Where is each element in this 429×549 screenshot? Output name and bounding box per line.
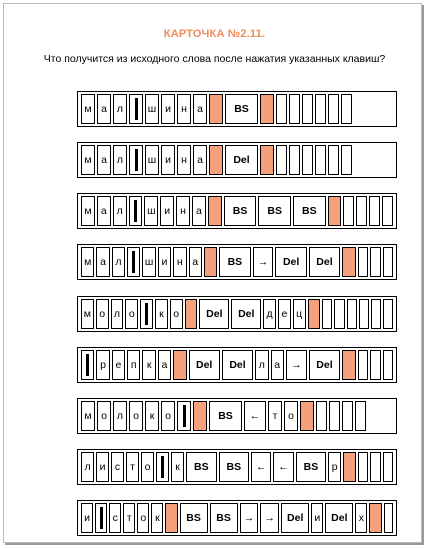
- letter-cell: п: [127, 350, 140, 380]
- empty-cell: [342, 401, 353, 431]
- word-strip: [77, 91, 397, 127]
- backspace-key-cell: BS: [225, 94, 258, 124]
- letter-cell: о: [170, 299, 183, 329]
- letter-cell: о: [96, 299, 109, 329]
- letter-cell: и: [311, 503, 323, 533]
- cursor-bar: [100, 507, 103, 529]
- letter-cell: т: [268, 401, 282, 431]
- cursor-bar: [135, 149, 138, 171]
- letter-cell: л: [113, 196, 127, 226]
- backspace-key-cell: BS: [258, 196, 291, 226]
- separator-cell: [343, 452, 356, 482]
- letter-cell: и: [161, 94, 175, 124]
- separator-cell: [308, 299, 321, 329]
- letter-cell: а: [97, 94, 111, 124]
- separator-cell: [193, 401, 207, 431]
- separator-cell: [342, 247, 355, 277]
- letter-cell: к: [171, 452, 184, 482]
- cursor-cell: [127, 247, 140, 277]
- empty-cell: [369, 196, 380, 226]
- letter-cell: ш: [145, 145, 159, 175]
- letter-cell: н: [177, 145, 191, 175]
- letter-cell: о: [125, 299, 138, 329]
- letter-cell: л: [113, 401, 127, 431]
- empty-cell: [315, 94, 326, 124]
- empty-cell: [341, 145, 352, 175]
- backspace-key-cell: BS: [180, 503, 208, 533]
- empty-cell: [384, 503, 394, 533]
- separator-cell: [209, 94, 223, 124]
- letter-cell: л: [112, 247, 125, 277]
- word-strip: [77, 347, 397, 383]
- empty-cell: [343, 196, 354, 226]
- delete-key-cell: Del: [225, 145, 258, 175]
- cursor-bar: [183, 405, 186, 427]
- letter-cell: х: [355, 503, 367, 533]
- arrow-right-key-cell: →: [253, 247, 274, 277]
- card-title: КАРТОЧКА №2.11.: [163, 28, 266, 40]
- letter-cell: и: [81, 503, 93, 533]
- empty-cell: [370, 452, 380, 482]
- letter-cell: н: [173, 247, 186, 277]
- word-strip: [77, 193, 397, 229]
- cursor-cell: [129, 94, 143, 124]
- arrow-right-key-cell: →: [240, 503, 259, 533]
- letter-cell: м: [81, 299, 94, 329]
- empty-cell: [370, 350, 381, 380]
- empty-cell: [370, 247, 381, 277]
- cursor-bar: [161, 456, 164, 478]
- empty-cell: [315, 145, 326, 175]
- separator-cell: [185, 299, 198, 329]
- arrow-left-key-cell: ←: [273, 452, 293, 482]
- cursor-bar: [86, 354, 89, 376]
- delete-key-cell: Del: [199, 299, 229, 329]
- letter-cell: м: [81, 247, 94, 277]
- letter-cell: ш: [144, 196, 158, 226]
- empty-cell: [289, 94, 300, 124]
- backspace-key-cell: BS: [186, 452, 216, 482]
- question-text: Что получится из исходного слова после нажатия указанных клавиш?: [43, 53, 386, 65]
- backspace-key-cell: BS: [224, 196, 257, 226]
- empty-cell: [383, 247, 394, 277]
- letter-cell: и: [96, 452, 109, 482]
- arrow-left-key-cell: ←: [251, 452, 271, 482]
- empty-cell: [302, 94, 313, 124]
- separator-cell: [165, 503, 177, 533]
- empty-cell: [329, 401, 340, 431]
- letter-cell: м: [81, 401, 95, 431]
- letter-cell: а: [96, 247, 109, 277]
- word-strip: [77, 142, 397, 178]
- cursor-bar: [132, 251, 135, 273]
- letter-cell: н: [177, 94, 191, 124]
- word-strip: [77, 449, 397, 485]
- cursor-cell: [140, 299, 153, 329]
- empty-cell: [302, 145, 313, 175]
- empty-cell: [358, 247, 369, 277]
- separator-cell: [209, 145, 223, 175]
- letter-cell: и: [161, 145, 175, 175]
- empty-cell: [276, 94, 287, 124]
- letter-cell: к: [142, 350, 155, 380]
- letter-cell: а: [193, 94, 207, 124]
- letter-cell: м: [81, 145, 95, 175]
- empty-cell: [382, 196, 393, 226]
- empty-cell: [383, 452, 393, 482]
- empty-cell: [328, 94, 339, 124]
- cursor-bar: [145, 303, 148, 325]
- empty-cell: [289, 145, 300, 175]
- word-strip: [77, 244, 397, 280]
- backspace-key-cell: BS: [296, 452, 326, 482]
- empty-cell: [359, 299, 369, 329]
- letter-cell: о: [129, 401, 143, 431]
- letter-cell: к: [145, 401, 159, 431]
- separator-cell: [260, 94, 274, 124]
- empty-cell: [334, 299, 344, 329]
- letter-cell: л: [81, 452, 94, 482]
- empty-cell: [328, 145, 339, 175]
- letter-cell: о: [284, 401, 298, 431]
- cursor-cell: [95, 503, 107, 533]
- letter-cell: р: [328, 452, 341, 482]
- letter-cell: о: [141, 452, 154, 482]
- letter-cell: а: [193, 145, 207, 175]
- letter-cell: р: [96, 350, 109, 380]
- empty-cell: [358, 452, 368, 482]
- delete-key-cell: Del: [281, 503, 309, 533]
- letter-cell: л: [113, 145, 127, 175]
- letter-cell: а: [97, 196, 111, 226]
- empty-cell: [358, 350, 369, 380]
- empty-cell: [322, 299, 332, 329]
- delete-key-cell: Del: [222, 350, 253, 380]
- cursor-cell: [129, 196, 143, 226]
- word-strip: [77, 398, 397, 434]
- letter-cell: л: [113, 94, 127, 124]
- cursor-bar: [134, 200, 137, 222]
- backspace-key-cell: BS: [293, 196, 326, 226]
- empty-cell: [347, 299, 357, 329]
- letter-cell: о: [137, 503, 149, 533]
- separator-cell: [342, 350, 355, 380]
- backspace-key-cell: BS: [209, 401, 242, 431]
- empty-cell: [383, 299, 393, 329]
- letter-cell: ш: [142, 247, 155, 277]
- letter-cell: л: [255, 350, 268, 380]
- backspace-key-cell: BS: [219, 452, 249, 482]
- letter-cell: а: [271, 350, 284, 380]
- separator-cell: [300, 401, 314, 431]
- letter-cell: с: [111, 452, 124, 482]
- letter-cell: т: [126, 452, 139, 482]
- letter-cell: а: [189, 247, 202, 277]
- letter-cell: а: [158, 350, 171, 380]
- delete-key-cell: Del: [275, 247, 306, 277]
- cursor-cell: [129, 145, 143, 175]
- letter-cell: м: [81, 94, 95, 124]
- letter-cell: ц: [293, 299, 306, 329]
- letter-cell: м: [81, 196, 95, 226]
- letter-cell: е: [278, 299, 291, 329]
- backspace-key-cell: BS: [219, 247, 250, 277]
- arrow-left-key-cell: ←: [244, 401, 266, 431]
- empty-cell: [383, 350, 394, 380]
- delete-key-cell: Del: [325, 503, 353, 533]
- empty-cell: [356, 196, 367, 226]
- separator-cell: [260, 145, 274, 175]
- empty-cell: [371, 299, 381, 329]
- separator-cell: [328, 196, 342, 226]
- empty-cell: [355, 401, 366, 431]
- separator-cell: [204, 247, 217, 277]
- arrow-right-key-cell: →: [260, 503, 279, 533]
- separator-cell: [173, 350, 186, 380]
- letter-cell: о: [97, 401, 111, 431]
- delete-key-cell: Del: [309, 350, 340, 380]
- letter-cell: к: [155, 299, 168, 329]
- letter-cell: с: [109, 503, 121, 533]
- letter-cell: а: [97, 145, 111, 175]
- cursor-cell: [177, 401, 191, 431]
- letter-cell: а: [192, 196, 206, 226]
- separator-cell: [208, 196, 222, 226]
- letter-cell: и: [158, 247, 171, 277]
- word-strip: [77, 500, 397, 536]
- letter-cell: ш: [145, 94, 159, 124]
- delete-key-cell: Del: [189, 350, 220, 380]
- letter-cell: л: [111, 299, 124, 329]
- letter-cell: к: [151, 503, 163, 533]
- empty-cell: [276, 145, 287, 175]
- arrow-right-key-cell: →: [286, 350, 307, 380]
- empty-cell: [316, 401, 327, 431]
- backspace-key-cell: BS: [210, 503, 238, 533]
- cursor-bar: [135, 98, 138, 120]
- cursor-cell: [81, 350, 94, 380]
- separator-cell: [369, 503, 381, 533]
- letter-cell: н: [176, 196, 190, 226]
- letter-cell: т: [123, 503, 135, 533]
- delete-key-cell: Del: [231, 299, 261, 329]
- letter-cell: д: [263, 299, 276, 329]
- letter-cell: и: [160, 196, 174, 226]
- letter-cell: о: [161, 401, 175, 431]
- delete-key-cell: Del: [309, 247, 340, 277]
- cursor-cell: [156, 452, 169, 482]
- letter-cell: е: [112, 350, 125, 380]
- empty-cell: [341, 94, 352, 124]
- word-strip: [77, 296, 397, 332]
